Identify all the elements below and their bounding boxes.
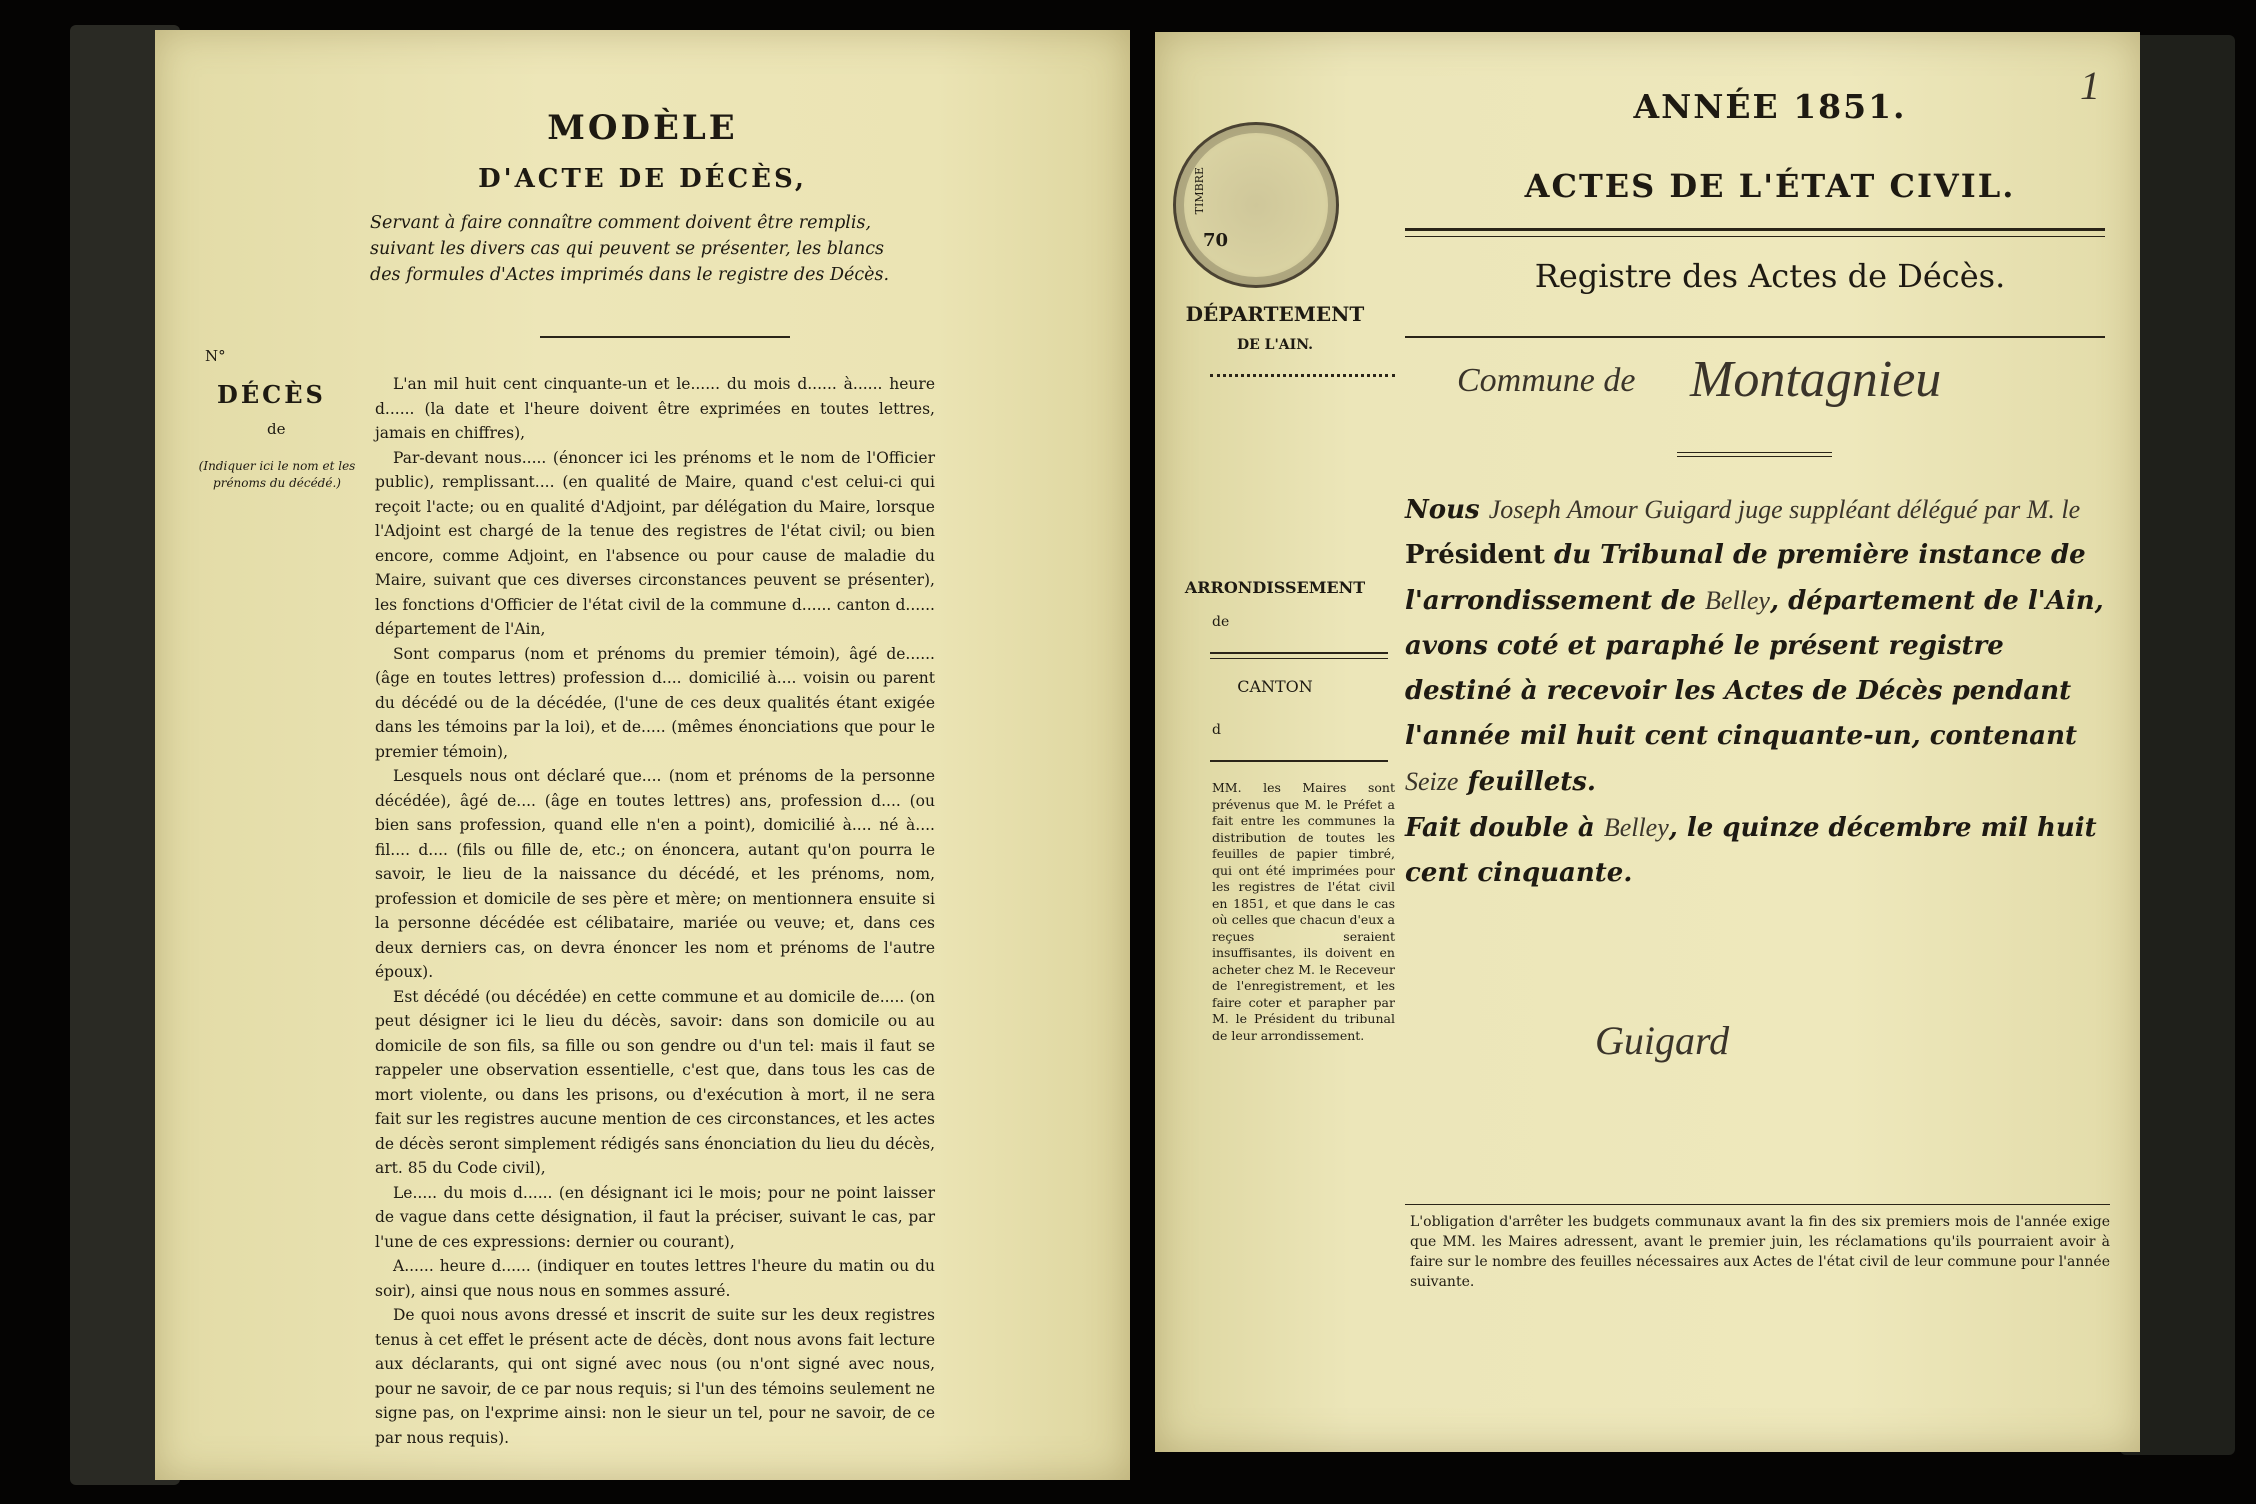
model-paragraph: Par-devant nous..... (énoncer ici les prénoms et le nom de l'Officier public), remplissant.... (en qualité de Maire, quand c'est celui-ci qui reçoit l'acte; ou en qualité d'Adjoint, par délégation du Maire, lorsque l'Adjoint est chargé de la tenue des registres de l'état civil; ou bien encore, comme Adjoint, en l'absence ou pour cause de maladie du Maire, suivant que ces diverses circonstances peuvent se présenter), les fonctions d'Officier de l'état civil de la commune d...... canton d...... département de l'Ain, — [375, 448, 935, 638]
arrondissement-label: ARRONDISSEMENT — [1184, 578, 1366, 597]
signature: Guigard — [1595, 1018, 1730, 1063]
divider — [1210, 760, 1388, 762]
divider — [1405, 1204, 2110, 1205]
divider — [540, 336, 790, 338]
model-paragraph: Lesquels nous ont déclaré que.... (nom et prénoms de la personne décédée), âgé de.... (âge en toutes lettres) ans, profession d.... (ou bien sans profession, quand elle n'en a point), domicilié à.... né à.... fil.... d.... (fils ou fille de, etc.; on énoncera, autant qu'on pourra le savoir, le lieu de la naissance du décédé, et les prénoms, nom, profession et domicile de ses père et mère; on mentionnera ensuite si la personne décédée est célibataire, mariée ou veuve; et, dans ces deux derniers cas, on devra énoncer les nom et prénoms de l'autre époux). — [375, 767, 935, 981]
fait-double: Fait double à — [1405, 813, 1595, 843]
feuilles-word: feuillets. — [1467, 767, 1596, 797]
right-page — [1155, 32, 2140, 1452]
departement-label: DÉPARTEMENT — [1185, 302, 1365, 326]
model-title: MODÈLE — [547, 108, 738, 148]
departement-name: DE L'AIN. — [1236, 337, 1313, 353]
fait-handwritten: Belley — [1603, 813, 1669, 842]
divider — [1677, 452, 1832, 457]
actes-heading: ACTES DE L'ÉTAT CIVIL. — [1524, 167, 2016, 205]
model-paragraph: A...... heure d...... (indiquer en toutes lettres l'heure du matin ou du soir), ainsi que nous nous en sommes assuré. — [375, 1257, 935, 1300]
president-word: Président — [1405, 540, 1545, 570]
stamp-value: 70 — [1203, 230, 1229, 251]
register-declaration — [1405, 487, 2110, 896]
margin-number: N° — [205, 347, 226, 365]
canton-d: d — [1212, 722, 1221, 738]
nous-word: Nous — [1405, 495, 1480, 525]
divider — [1405, 228, 2105, 237]
model-paragraph: Est décédé (ou décédée) en cette commune et au domicile de..... (on peut désigner ici le lieu du décès, savoir: dans son domicile ou au domicile de son fils, sa fille ou son gendre ou d'un tel: mais il faut se rappeler une observation essentielle, c'est que, dans tous les cas de mort violente, ou dans les prisons, ou d'exécution à mort, il ne sera fait sur les registres aucune mention de ces circonstances, et les actes de décès seront simplement rédigés sans énonciation du lieu du décès, art. 85 du Code civil), — [375, 987, 935, 1177]
year-heading: ANNÉE 1851. — [1633, 87, 1907, 126]
commune-label: Commune de — [1457, 362, 1636, 399]
side-note: MM. les Maires sont prévenus que M. le Préfet a fait entre les communes la distribution de toutes les feuilles de papier timbré, qui ont été imprimées pour les registres de l'état civil en 1851, et que dans le cas où celles que chacun d'eux a reçues seraient insuffisantes, ils doivent en acheter chez M. le Receveur de l'enregistrement, et les faire coter et parapher par M. le Président du tribunal de leur arrondissement. — [1212, 780, 1395, 1043]
registre-heading: Registre des Actes de Décès. — [1534, 257, 2006, 295]
margin-instruction: (Indiquer ici le nom et les prénoms du décédé.) — [198, 459, 356, 490]
registre-line: avons coté et paraphé le présent registre destiné à recevoir les Actes de Décès pendant l'année mil huit cent cinquante-un, contenant — [1405, 631, 2078, 751]
model-paragraph: Sont comparus (nom et prénoms du premier témoin), âgé de...... (âge en toutes lettres) profession d.... domicilié à.... voisin ou parent du décédé ou de la décédée, (l'une de ces deux qualités étant exigée dans les témoins par la loi), et de..... (mêmes énonciations que pour le premier témoin), — [375, 644, 935, 761]
model-subtitle: D'ACTE DE DÉCÈS, — [478, 164, 807, 194]
canton-label: CANTON — [1237, 677, 1313, 696]
margin-de: de — [267, 420, 286, 438]
model-paragraph: De quoi nous avons dressé et inscrit de suite sur les deux registres tenus à cet effet le présent acte de décès, dont nous avons fait lecture aux déclarants, qui ont signé avec nous (ou n'ont signé avec nous, pour ne savoir, de ce par nous requis; si l'un des témoins seulement ne signe pas, on l'exprime ainsi: non le sieur un tel, pour ne savoir, de ce par nous requis). — [375, 1306, 935, 1447]
footer-note: L'obligation d'arrêter les budgets communaux avant la fin des six premiers mois de l'année exige que MM. les Maires adressent, avant le premier juin, les réclamations qu'ils pourraient avoir à faire sur le nombre des feuilles nécessaires aux Actes de l'état civil de leur commune pour l'année suivante. — [1410, 1214, 2110, 1290]
model-body — [375, 372, 935, 1450]
arrondissement-de: de — [1212, 614, 1230, 630]
margin-deces: DÉCÈS — [217, 380, 326, 409]
date-line: , le quinze décembre mil huit cent cinquante. — [1405, 813, 2097, 888]
left-page — [155, 30, 1130, 1480]
departement-line: , département de l'Ain, — [1769, 586, 2104, 616]
divider — [1210, 652, 1388, 659]
arrondissement-handwritten: Belley — [1705, 586, 1770, 615]
model-paragraph: Le..... du mois d...... (en désignant ici le mois; pour ne point laisser de vague dans cette désignation, il faut la préciser, suivant le cas, par l'une de ces expressions: dernier ou courant), — [375, 1183, 935, 1251]
stamp-text: TIMBRE — [1193, 167, 1206, 215]
model-paragraph: L'an mil huit cent cinquante-un et le...... du mois d...... à...... heure d...... (la date et l'heure doivent être exprimées en toutes lettres, jamais en chiffres), — [375, 375, 935, 442]
model-intro: Servant à faire connaître comment doivent être remplis, suivant les divers cas qui peuvent se présenter, les blancs des formules d'Actes imprimés dans le registre des Décès. — [370, 213, 890, 285]
nous-handwritten: Joseph Amour Guigard juge suppléant délégué par M. le — [1488, 495, 2081, 524]
wavy-divider — [1210, 366, 1395, 377]
page-number: 1 — [2080, 63, 2100, 108]
commune-value: Montagnieu — [1690, 351, 1942, 408]
tribunal-line: du Tribunal de première instance de l'arrondissement de — [1405, 540, 2086, 616]
feuilles-handwritten: Seize — [1405, 767, 1459, 796]
divider — [1405, 336, 2105, 338]
